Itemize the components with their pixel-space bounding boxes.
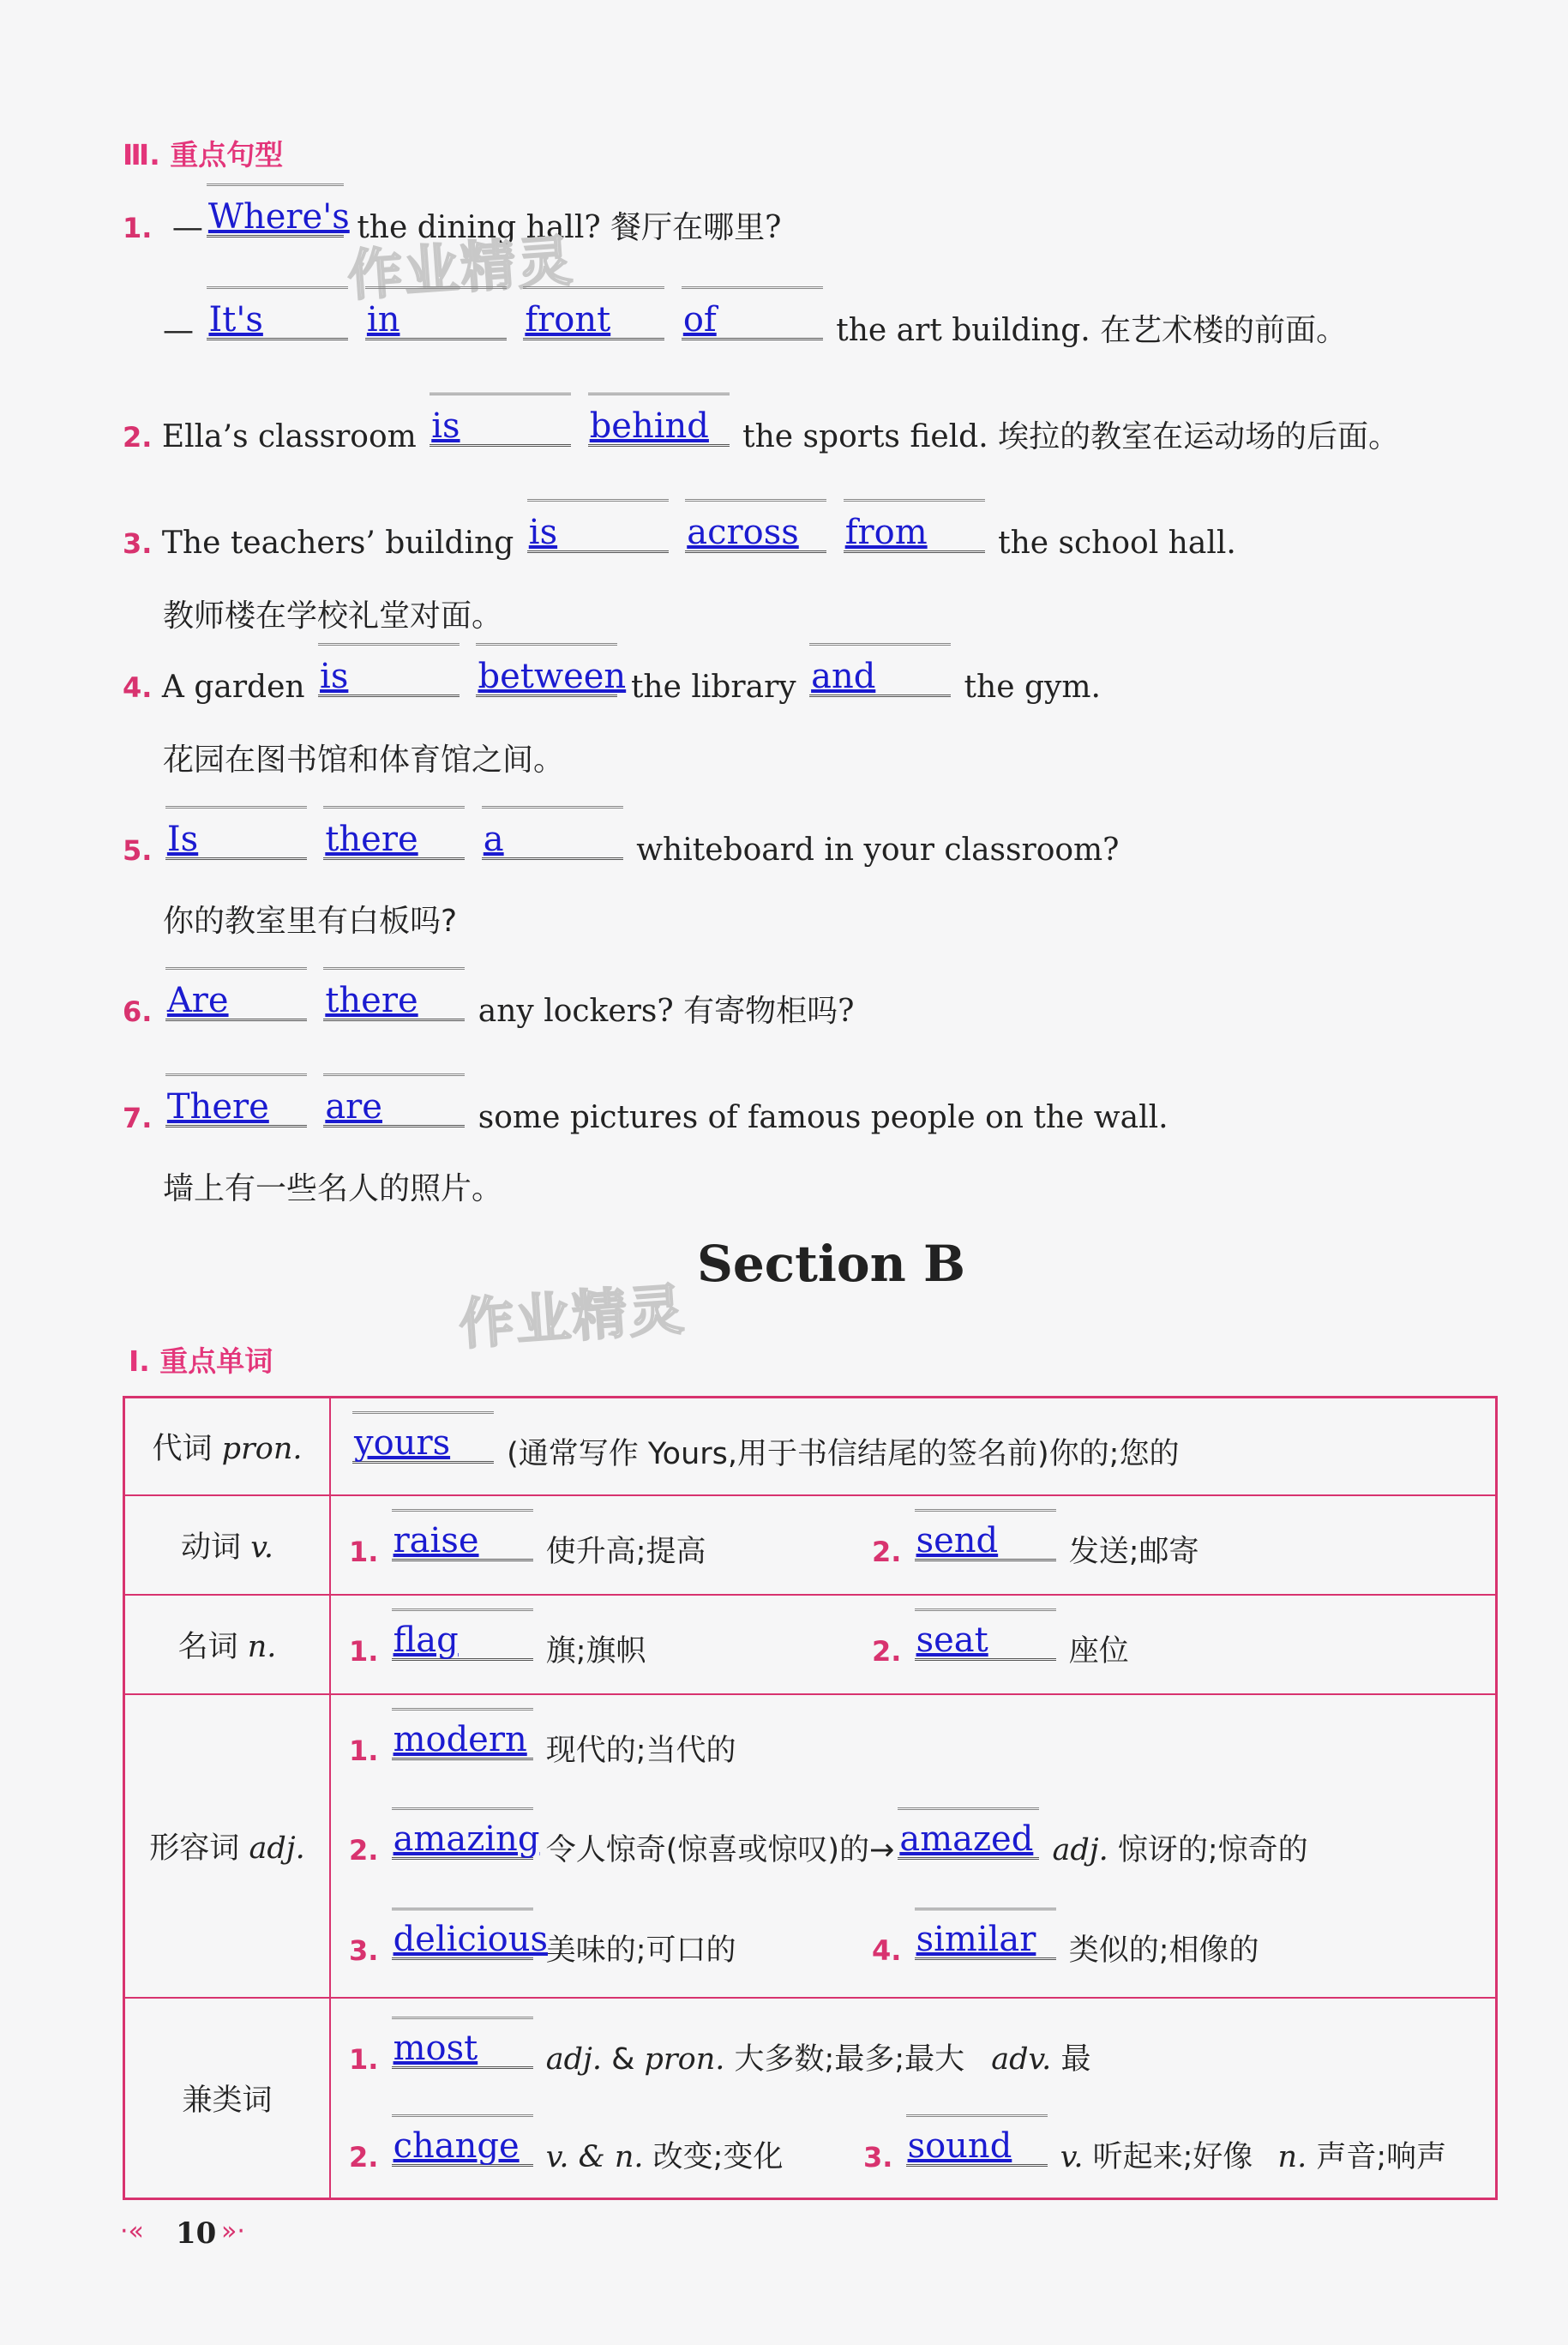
category-label: 代词	[152, 1432, 213, 1466]
section-heading-key-words: Ⅰ. 重点单词	[129, 1344, 273, 1378]
answer-text: there	[325, 981, 418, 1020]
answer-text: of	[682, 300, 717, 340]
answer-text: change	[393, 2126, 520, 2166]
category-abbr: n.	[247, 1630, 277, 1664]
answer-blank[interactable]	[682, 302, 823, 340]
answer-text: is	[320, 657, 349, 696]
sentence-text: A garden	[161, 670, 305, 705]
translation-3: 教师楼在学校礼堂对面。	[163, 598, 503, 634]
answer-blank[interactable]	[482, 821, 623, 860]
sentence-text: any lockers? 有寄物柜吗?	[478, 994, 855, 1029]
answer-text: from	[844, 513, 928, 552]
translation-7: 墙上有一些名人的照片。	[163, 1171, 503, 1206]
answer-blank[interactable]	[430, 408, 571, 447]
item-number: 1.	[349, 1536, 379, 1568]
answer-blank[interactable]	[898, 1819, 1039, 1860]
category-cell	[124, 1495, 331, 1595]
item-number: 7.	[123, 1102, 153, 1134]
answer-text: Where's	[207, 197, 350, 237]
sentence-3	[123, 514, 1236, 561]
category-label: 名词	[177, 1630, 238, 1664]
meaning-text: 类似的;相像的	[1068, 1933, 1259, 1968]
answer-text: Are	[166, 981, 229, 1020]
section-b-title: Section B	[697, 1235, 965, 1293]
meaning-text: 大多数;最多;最大	[734, 2042, 965, 2077]
page-number-right-ornament: »·	[221, 2216, 245, 2246]
answer-blank[interactable]	[365, 302, 507, 340]
meaning-text: 声音;响声	[1316, 2140, 1447, 2174]
dash: —	[163, 313, 194, 348]
category-label: 动词	[181, 1530, 242, 1565]
answer-text: amazing	[393, 1819, 540, 1859]
answer-text: raise	[393, 1521, 479, 1560]
content-cell	[330, 1998, 1497, 2199]
meaning-text: 使升高;提高	[545, 1535, 706, 1569]
answer-blank[interactable]	[392, 1720, 533, 1760]
content-cell	[330, 1398, 1497, 1496]
meaning-text: 美味的;可口的	[545, 1933, 736, 1968]
sentence-text: the art building. 在艺术楼的前面。	[836, 313, 1348, 348]
pos-abbr: adj.	[545, 2042, 602, 2077]
answer-text: similar	[916, 1920, 1036, 1959]
answer-blank[interactable]	[915, 1920, 1056, 1960]
meaning-text: (通常写作 Yours,用于书信结尾的签名前)你的;您的	[507, 1437, 1180, 1471]
answer-text: and	[811, 657, 876, 696]
item-number: 2.	[349, 1834, 379, 1867]
answer-text: front	[525, 300, 611, 340]
answer-text: seat	[916, 1620, 988, 1660]
answer-blank[interactable]	[165, 1089, 307, 1127]
table-row-pronoun	[124, 1398, 1497, 1496]
answer-blank[interactable]	[844, 514, 985, 553]
answer-text: delicious	[393, 1920, 548, 1959]
answer-text: most	[393, 2029, 478, 2068]
item-number: 3.	[349, 1934, 379, 1967]
category-label: 兼类词	[182, 2083, 273, 2118]
answer-blank[interactable]	[207, 197, 350, 238]
answer-blank[interactable]	[323, 821, 465, 860]
pos-abbr: adj.	[1052, 1833, 1108, 1867]
meaning-text: 改变;变化	[652, 2140, 784, 2174]
answer-text: behind	[589, 406, 709, 446]
item-number: 5.	[123, 834, 153, 867]
item-number: 2.	[872, 1536, 902, 1568]
sentence-7	[123, 1089, 1168, 1135]
answer-blank[interactable]	[527, 514, 669, 553]
answer-blank[interactable]	[915, 1620, 1056, 1661]
answer-blank[interactable]	[915, 1521, 1056, 1561]
item-number: 1.	[349, 1735, 379, 1767]
sentence-text: the school hall.	[998, 526, 1236, 561]
sentence-text: whiteboard in your classroom?	[636, 833, 1120, 868]
meaning-text: 听起来;好像	[1092, 2140, 1253, 2174]
answer-text: There	[166, 1087, 269, 1127]
answer-blank[interactable]	[392, 2126, 533, 2167]
page-number: 10	[176, 2216, 217, 2251]
answer-text: Is	[166, 820, 199, 859]
content-cell	[330, 1694, 1497, 1998]
meaning-text: 发送;邮寄	[1068, 1535, 1199, 1569]
sentence-6	[123, 983, 854, 1031]
meaning-text: 惊讶的;惊奇的	[1117, 1833, 1308, 1867]
answer-blank[interactable]	[165, 821, 307, 860]
item-number: 6.	[123, 995, 153, 1028]
item-number: 1.	[349, 1635, 379, 1668]
pos-abbr: v.	[1060, 2140, 1084, 2174]
dash: —	[171, 210, 203, 245]
answer-blank[interactable]	[165, 983, 307, 1021]
answer-text: sound	[907, 2126, 1012, 2166]
answer-blank[interactable]	[392, 1521, 533, 1561]
sentence-5	[123, 821, 1119, 868]
table-row-adjective	[124, 1694, 1497, 1998]
pos-abbr: pron.	[644, 2042, 725, 2077]
item-number: 1.	[123, 212, 153, 244]
answer-blank[interactable]	[392, 1620, 533, 1661]
sentence-text: some pictures of famous people on the wall.	[478, 1100, 1168, 1135]
answer-text: is	[431, 406, 460, 446]
category-cell	[124, 1998, 331, 2199]
answer-text: send	[916, 1521, 999, 1560]
sentence-1-answer	[163, 302, 1347, 350]
pos-abbr: adv.	[991, 2042, 1052, 2077]
item-number: 2.	[349, 2141, 379, 2174]
answer-blank[interactable]	[392, 1819, 540, 1860]
answer-blank[interactable]	[323, 983, 465, 1021]
answer-text: is	[528, 513, 558, 552]
vocabulary-table	[123, 1396, 1498, 2200]
answer-blank[interactable]	[588, 408, 730, 447]
answer-blank[interactable]	[906, 2126, 1048, 2167]
item-number: 2.	[123, 421, 153, 454]
watermark-logo: 作业精灵	[345, 229, 576, 310]
category-abbr: adj.	[249, 1831, 305, 1866]
answer-blank[interactable]	[809, 658, 951, 697]
answer-blank[interactable]	[352, 1423, 494, 1464]
translation-5: 你的教室里有白板吗?	[163, 904, 458, 939]
meaning-text: 旗;旗帜	[545, 1634, 646, 1669]
answer-blank[interactable]	[523, 302, 664, 340]
category-cell	[124, 1398, 331, 1496]
answer-text: a	[483, 820, 504, 859]
answer-blank[interactable]	[318, 658, 460, 697]
item-number: 1.	[349, 2043, 379, 2076]
item-number: 2.	[872, 1635, 902, 1668]
page-number-left-ornament: ·«	[120, 2216, 144, 2246]
sentence-text: The teachers’ building	[161, 526, 514, 561]
answer-blank[interactable]	[323, 1089, 465, 1127]
answer-text: in	[366, 300, 400, 340]
sentence-text: the dining hall? 餐厅在哪里?	[357, 210, 782, 245]
table-row-noun	[124, 1595, 1497, 1694]
watermark-logo: 作业精灵	[457, 1278, 688, 1358]
answer-blank[interactable]	[476, 657, 627, 697]
meaning-text: 令人惊奇(惊喜或惊叹)的→	[545, 1833, 895, 1867]
sentence-2	[123, 408, 1399, 456]
meaning-text: 最	[1060, 2042, 1091, 2077]
item-number: 4.	[123, 671, 153, 704]
answer-blank[interactable]	[392, 2029, 533, 2069]
answer-text: are	[325, 1087, 382, 1127]
meaning-text: 座位	[1068, 1634, 1129, 1669]
item-number: 4.	[872, 1934, 902, 1967]
sentence-text: Ella’s classroom	[161, 419, 417, 454]
answer-text: yours	[354, 1423, 451, 1463]
table-row-multi-class	[124, 1998, 1497, 2199]
section-heading-sentence-patterns: Ⅲ. 重点句型	[123, 138, 284, 171]
answer-text: across	[687, 513, 799, 552]
answer-text: It's	[208, 300, 263, 340]
category-cell	[124, 1694, 331, 1998]
category-abbr: pron.	[221, 1432, 303, 1466]
answer-text: modern	[393, 1720, 527, 1759]
category-cell	[124, 1595, 331, 1694]
sentence-text: the sports field. 埃拉的教室在运动场的后面。	[742, 419, 1400, 454]
answer-blank[interactable]	[207, 302, 348, 340]
ampersand: &	[611, 2042, 635, 2077]
meaning-text: 现代的;当代的	[545, 1734, 736, 1768]
content-cell	[330, 1495, 1497, 1595]
item-number: 3.	[863, 2141, 893, 2174]
answer-blank[interactable]	[685, 514, 826, 553]
category-label: 形容词	[149, 1831, 240, 1866]
sentence-text: the gym.	[964, 670, 1101, 705]
table-row-verb	[124, 1495, 1497, 1595]
sentence-text: the library	[630, 670, 796, 705]
pos-abbr: v. & n.	[545, 2140, 644, 2174]
answer-blank[interactable]	[392, 1920, 548, 1960]
content-cell	[330, 1595, 1497, 1694]
sentence-4	[123, 658, 1101, 705]
answer-text: flag	[393, 1620, 459, 1660]
answer-text: there	[325, 820, 418, 859]
category-abbr: v.	[250, 1530, 273, 1565]
answer-text: amazed	[899, 1819, 1034, 1859]
item-number: 3.	[123, 527, 153, 560]
answer-text: between	[478, 657, 627, 696]
pos-abbr: n.	[1277, 2140, 1307, 2174]
translation-4: 花园在图书馆和体育馆之间。	[163, 743, 565, 778]
